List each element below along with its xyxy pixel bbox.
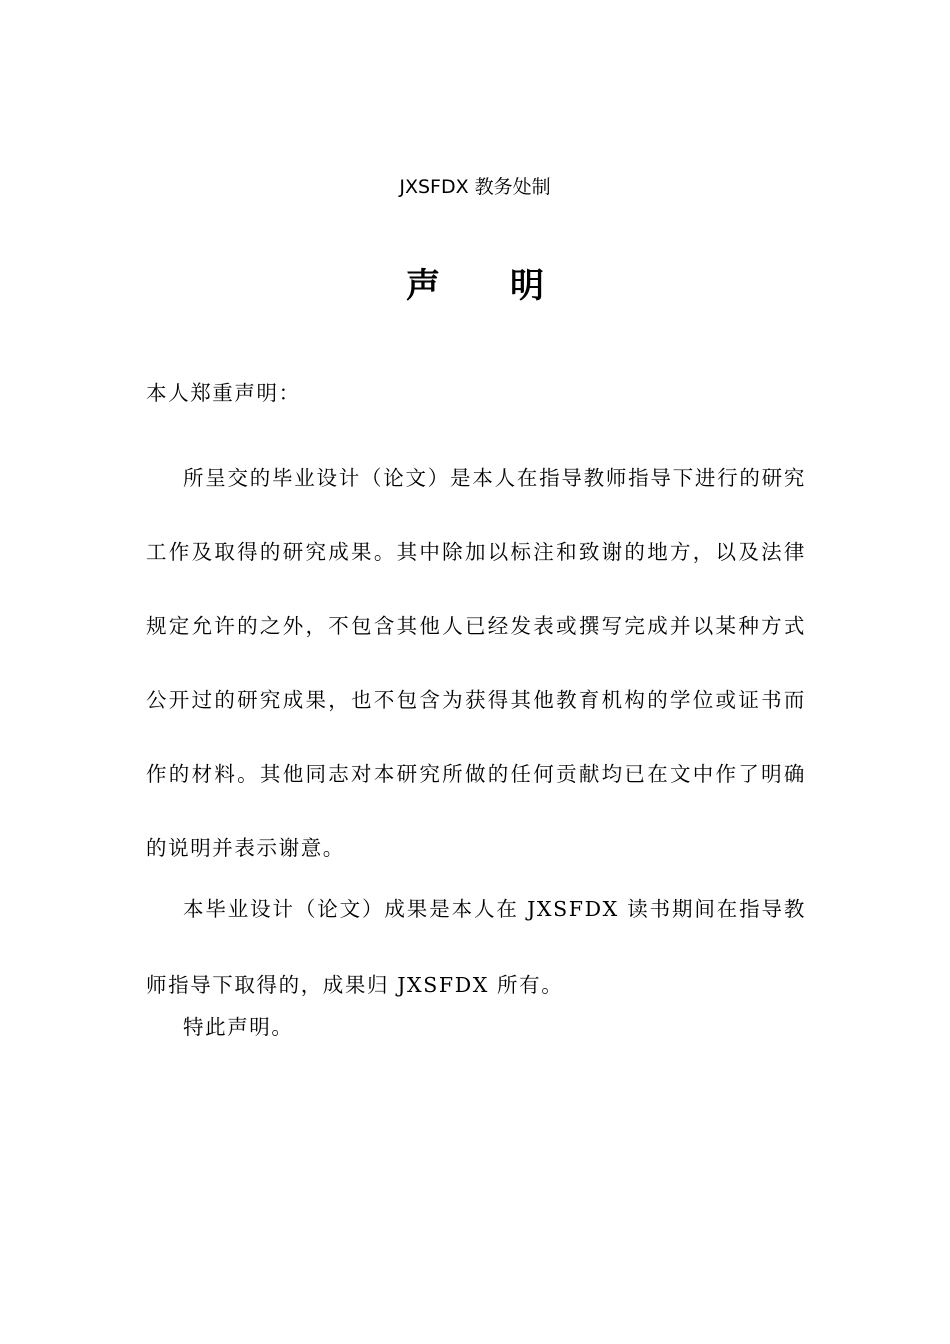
closing-statement: 特此声明。 bbox=[183, 1015, 294, 1039]
issuer-header: JXSFDX 教务处制 bbox=[399, 176, 551, 198]
declaration-paragraph-2: 本毕业设计（论文）成果是本人在 JXSFDX 读书期间在指导教师指导下取得的，成果归 JXSFDX 所有。 bbox=[146, 897, 806, 997]
declaration-paragraph-1: 所呈交的毕业设计（论文）是本人在指导教师指导下进行的研究工作及取得的研究成果。其中除加以标注和致谢的地方，以及法律规定允许的之外，不包含其他人已经发表或撰写完成并以某种方式公开过的研究成果，也不包含为获得其他教育机构的学位或证书而作的材料。其他同志对本研究所做的任何贡献均已在文中作了明确的说明并表示谢意。 bbox=[146, 466, 806, 860]
intro-line: 本人郑重声明： bbox=[146, 381, 301, 405]
document-title: 声明 bbox=[406, 266, 614, 306]
